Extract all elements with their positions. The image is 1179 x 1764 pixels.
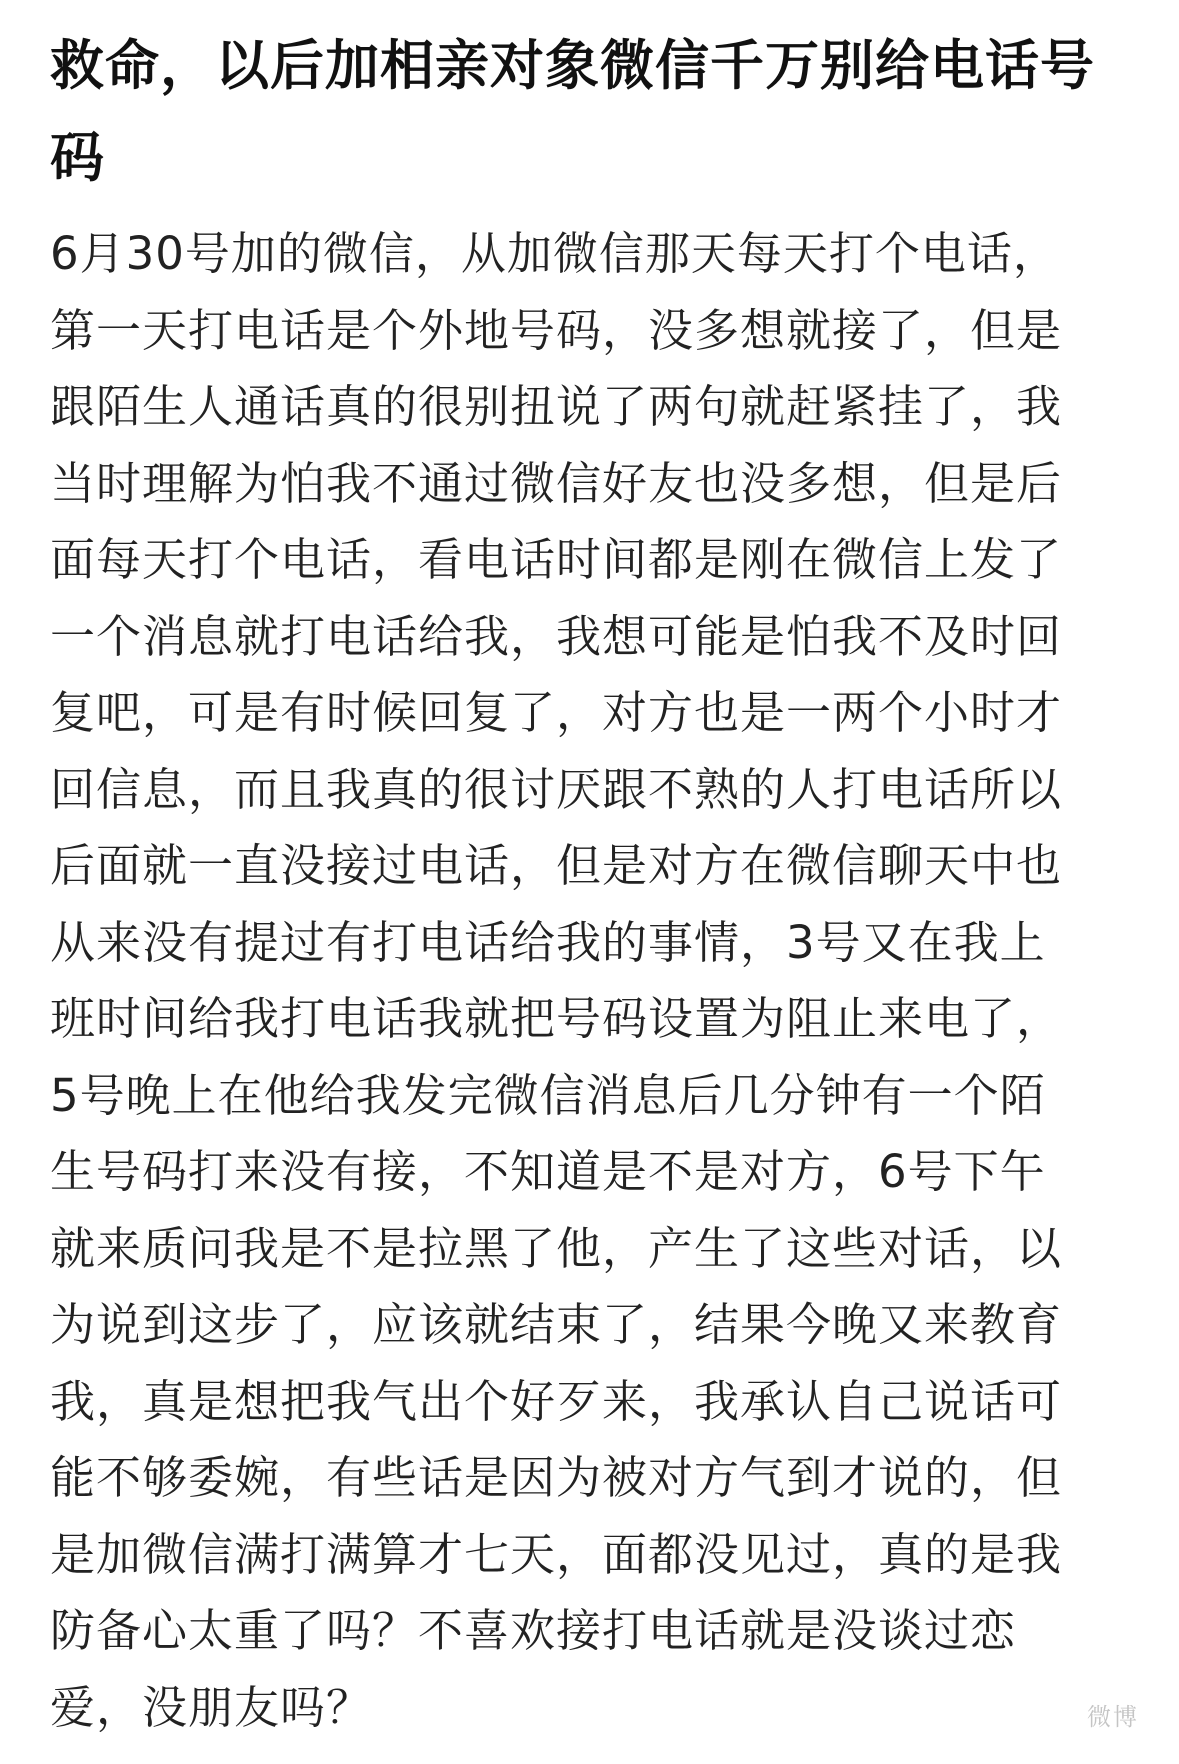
post-body-line: 复吧，可是有时候回复了，对方也是一两个小时才 xyxy=(50,686,1063,739)
post-body-line: 生号码打来没有接，不知道是不是对方，6号下午 xyxy=(50,1145,1046,1198)
post-body-line: 爱，没朋友吗？ xyxy=(50,1680,373,1734)
post-title-line: 码 xyxy=(50,126,105,189)
post-body-line: 第一天打电话是个外地号码，没多想就接了，但是 xyxy=(50,303,1063,357)
post-body-line: 面每天打个电话，看电话时间都是刚在微信上发了 xyxy=(50,533,1063,586)
post-body-line: 能不够委婉，有些话是因为被对方气到才说的，但 xyxy=(50,1451,1063,1504)
post-body-line: 我，真是想把我气出个好歹来，我承认自己说话可 xyxy=(50,1374,1063,1428)
post-body-line: 后面就一直没接过电话，但是对方在微信聊天中也 xyxy=(50,839,1063,892)
post-body-line: 一个消息就打电话给我，我想可能是怕我不及时回 xyxy=(50,609,1063,663)
post-body-line: 当时理解为怕我不通过微信好友也没多想，但是后 xyxy=(50,456,1063,510)
post xyxy=(50,20,1130,1746)
watermark: 微博 xyxy=(1087,1703,1139,1731)
post-body-line: 班时间给我打电话我就把号码设置为阻止来电了， xyxy=(50,992,1063,1045)
post-body-line: 是加微信满打满算才七天，面都没见过，真的是我 xyxy=(50,1527,1063,1581)
post-body-line: 回信息，而且我真的很讨厌跟不熟的人打电话所以 xyxy=(50,762,1063,816)
post-body-line: 从来没有提过有打电话给我的事情，3号又在我上 xyxy=(50,915,1046,969)
post-title-line: 救命，以后加相亲对象微信千万别给电话号 xyxy=(50,34,1095,97)
post-body-line: 就来质问我是不是拉黑了他，产生了这些对话，以 xyxy=(50,1221,1063,1275)
post-title xyxy=(50,20,1130,204)
post-body-line: 5号晚上在他给我发完微信消息后几分钟有一个陌 xyxy=(50,1068,1046,1122)
post-body xyxy=(50,216,1130,1746)
post-body-line: 6月30号加的微信，从加微信那天每天打个电话， xyxy=(50,227,1059,280)
post-body-line: 为说到这步了，应该就结束了，结果今晚又来教育 xyxy=(50,1298,1063,1351)
post-body-line: 防备心太重了吗？不喜欢接打电话就是没谈过恋 xyxy=(50,1604,1017,1657)
post-body-line: 跟陌生人通话真的很别扭说了两句就赶紧挂了，我 xyxy=(50,380,1063,433)
